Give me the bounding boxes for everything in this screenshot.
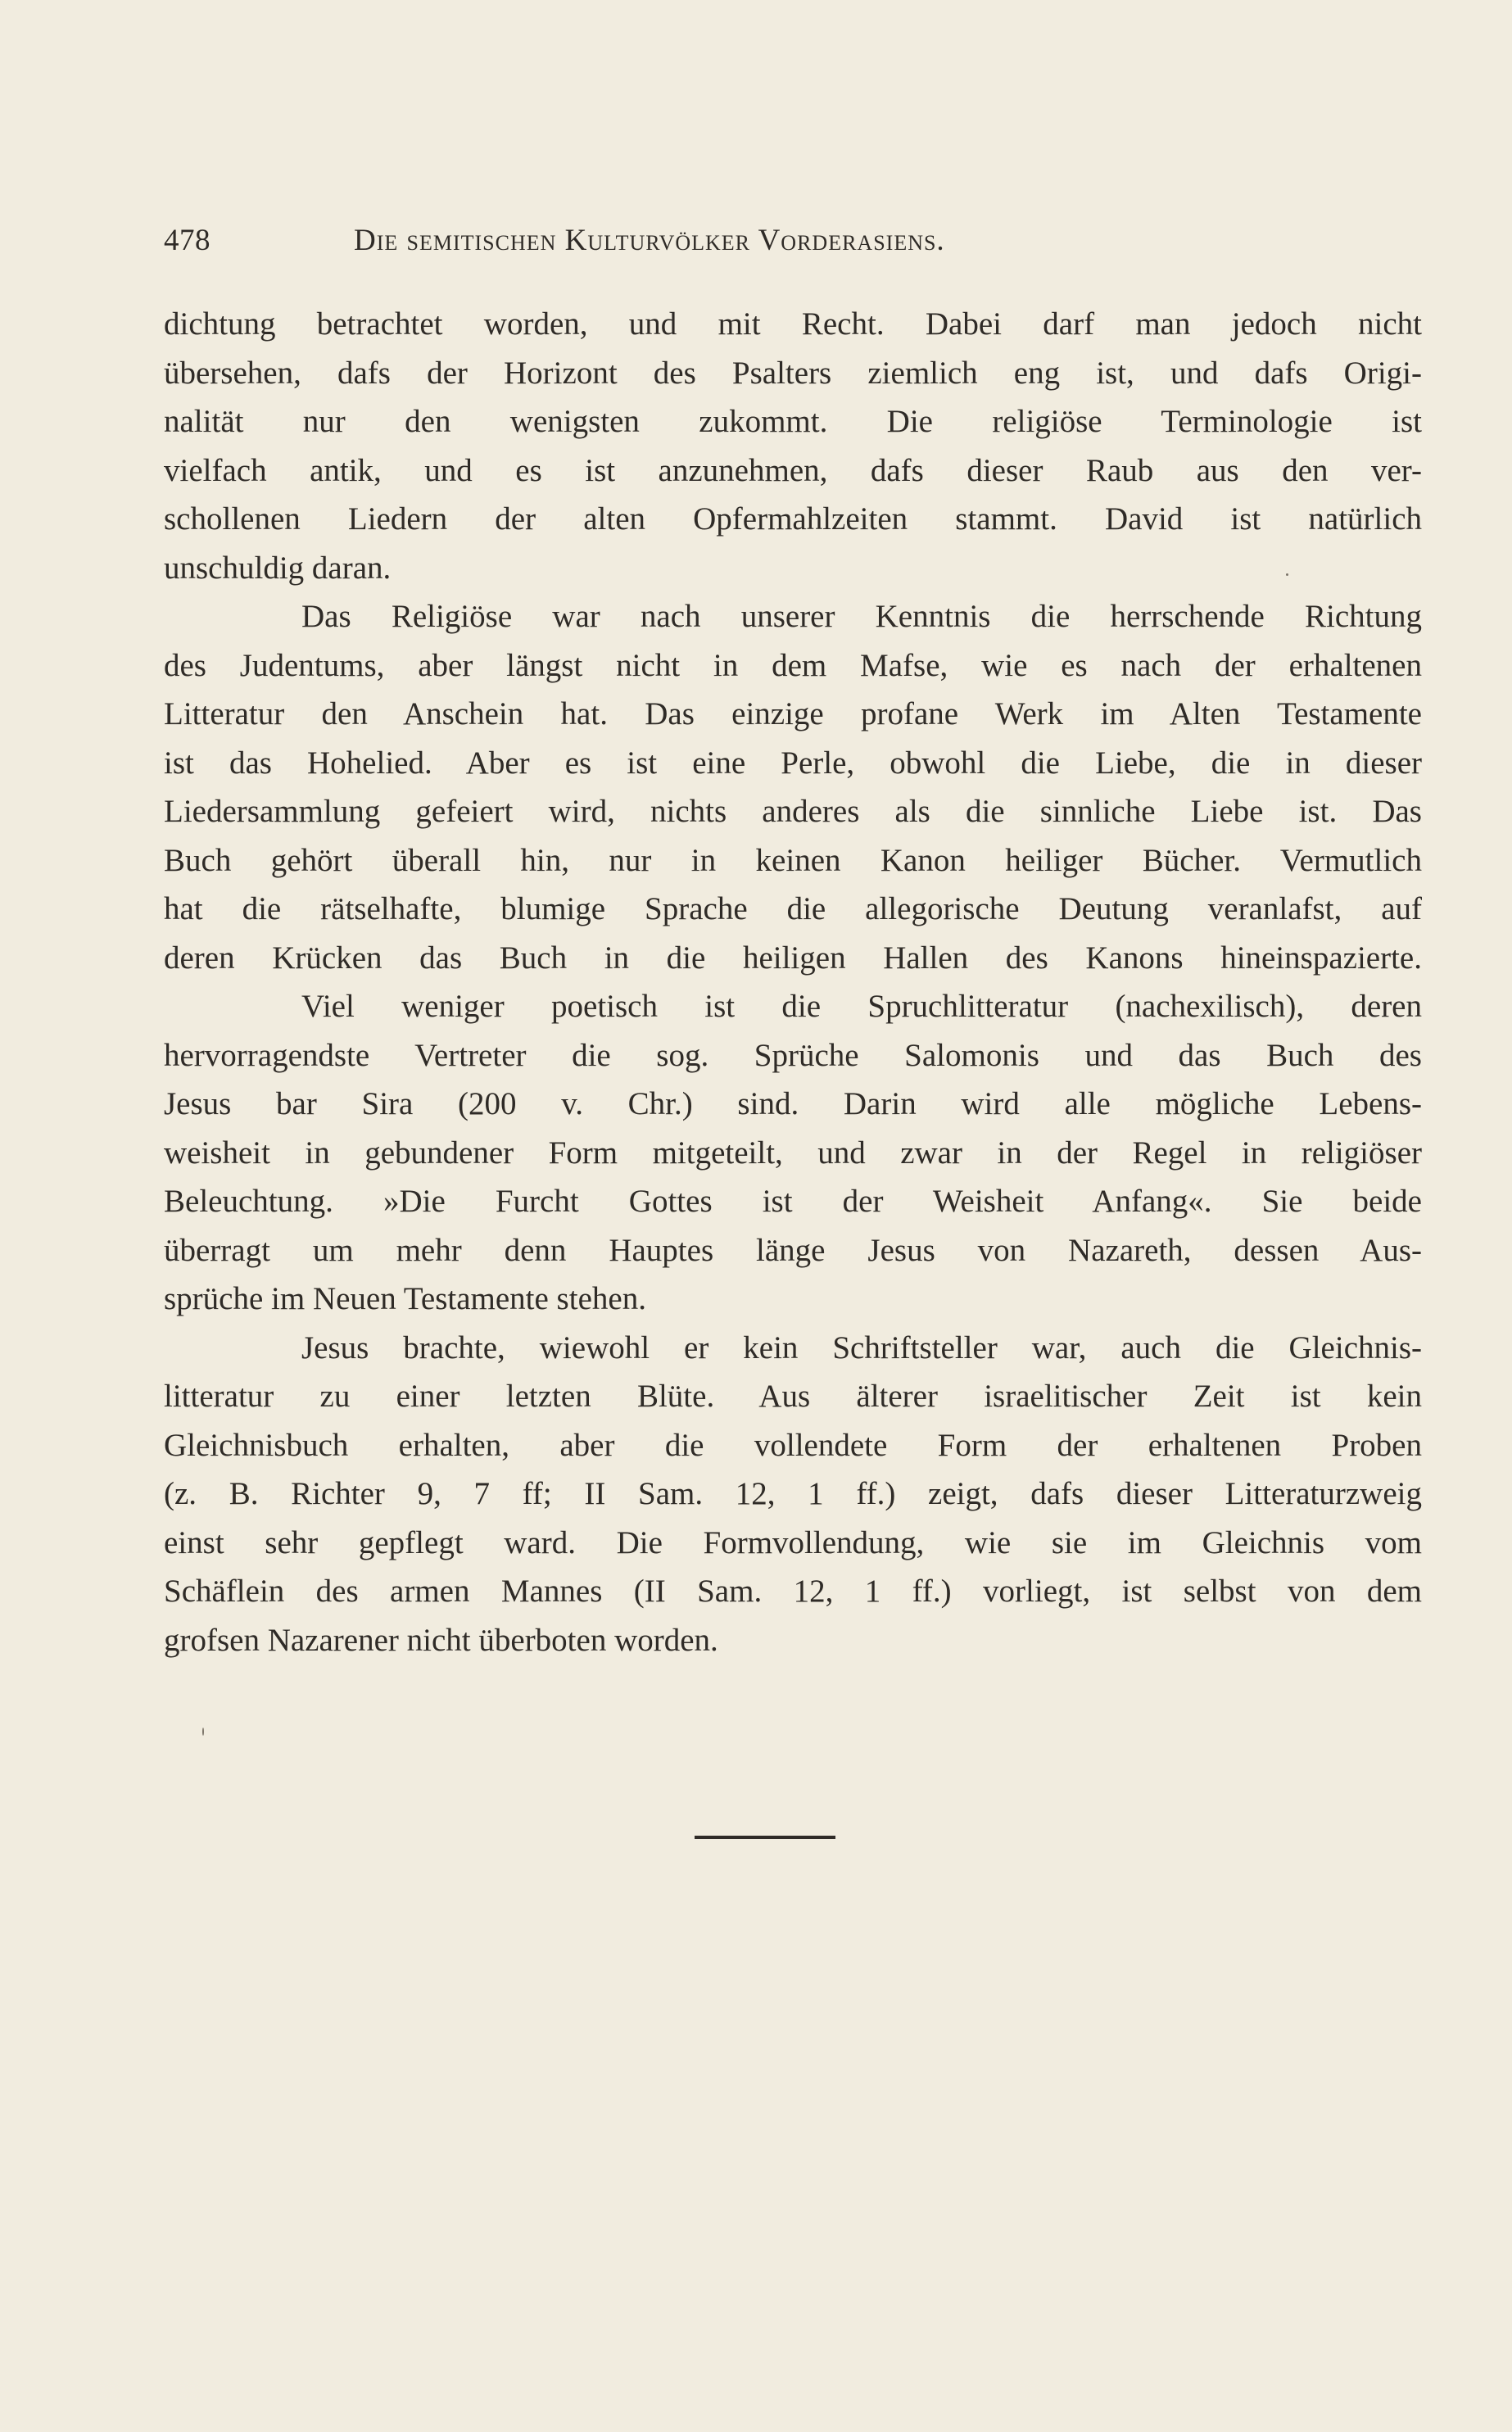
text-line: einst sehr gepflegt ward. Die Formvollendung, wie sie im Gleichnis vom xyxy=(164,1524,1422,1560)
text-line: Beleuchtung. »Die Furcht Gottes ist der Weisheit Anfang«. Sie beide xyxy=(164,1184,1422,1219)
text-line: Jesus bar Sira (200 v. Chr.) sind. Darin wird alle mögliche Lebens- xyxy=(164,1086,1422,1121)
text-line: deren Krücken das Buch in die heiligen Hallen des Kanons hineinspazierte. xyxy=(164,940,1422,976)
end-rule xyxy=(695,1836,835,1839)
text-line: Liedersammlung gefeiert wird, nichts anderes als die sinnliche Liebe ist. Das xyxy=(164,794,1422,829)
text-line: (z. B. Richter 9, 7 ff; II Sam. 12, 1 ff.) zeigt, dafs dieser Litteraturzweig xyxy=(164,1476,1422,1511)
text-line: ist das Hohelied. Aber es ist eine Perle, obwohl die Liebe, die in dieser xyxy=(164,745,1422,781)
text-line: litteratur zu einer letzten Blüte. Aus älterer israelitischer Zeit ist kein xyxy=(164,1379,1422,1414)
page-header xyxy=(164,223,1204,264)
text-line: Gleichnisbuch erhalten, aber die vollendete Form der erhaltenen Proben xyxy=(164,1427,1422,1463)
text-line: vielfach antik, und es ist anzunehmen, dafs dieser Raub aus den ver- xyxy=(164,452,1422,488)
text-line: Buch gehört überall hin, nur in keinen Kanon heiliger Bücher. Vermutlich xyxy=(164,842,1422,878)
text-line: Litteratur den Anschein hat. Das einzige profane Werk im Alten Testamente xyxy=(164,696,1422,731)
text-line: Schäflein des armen Mannes (II Sam. 12, 1 ff.) vorliegt, ist selbst von dem xyxy=(164,1574,1422,1609)
text-line: unschuldig daran. xyxy=(164,550,392,586)
text-line: des Judentums, aber längst nicht in dem Mafse, wie es nach der erhaltenen xyxy=(164,647,1422,683)
text-line: Das Religiöse war nach unserer Kenntnis die herrschende Richtung xyxy=(301,599,1422,634)
text-line: sprüche im Neuen Testamente stehen. xyxy=(164,1281,646,1316)
page-number: 478 xyxy=(164,224,211,257)
text-line: hervorragendste Vertreter die sog. Sprüche Salomonis und das Buch des xyxy=(164,1037,1422,1073)
text-line: übersehen, dafs der Horizont des Psalters ziemlich eng ist, und dafs Origi- xyxy=(164,355,1422,391)
text-line: dichtung betrachtet worden, und mit Recht. Dabei darf man jedoch nicht xyxy=(164,306,1422,342)
text-line: Jesus brachte, wiewohl er kein Schriftsteller war, auch die Gleichnis- xyxy=(301,1329,1422,1365)
text-line: hat die rätselhafte, blumige Sprache die allegorische Deutung veranlafst, auf xyxy=(164,891,1422,926)
text-line: nalität nur den wenigsten zukommt. Die religiöse Terminologie ist xyxy=(164,404,1422,439)
paper-speck xyxy=(202,1728,204,1736)
text-line: überragt um mehr denn Hauptes länge Jesus von Nazareth, dessen Aus- xyxy=(164,1232,1422,1268)
paper-speck xyxy=(1286,573,1288,576)
text-line: schollenen Liedern der alten Opfermahlzeiten stammt. David ist natürlich xyxy=(164,501,1422,537)
text-line: Viel weniger poetisch ist die Spruchlitteratur (nachexilisch), deren xyxy=(301,989,1422,1024)
text-line: weisheit in gebundener Form mitgeteilt, und zwar in der Regel in religiöser xyxy=(164,1134,1422,1171)
running-head: Die semitischen Kulturvölker Vorderasiens. xyxy=(354,224,945,257)
body-text xyxy=(164,300,1422,1664)
text-line: grofsen Nazarener nicht überboten worden. xyxy=(164,1622,718,1658)
